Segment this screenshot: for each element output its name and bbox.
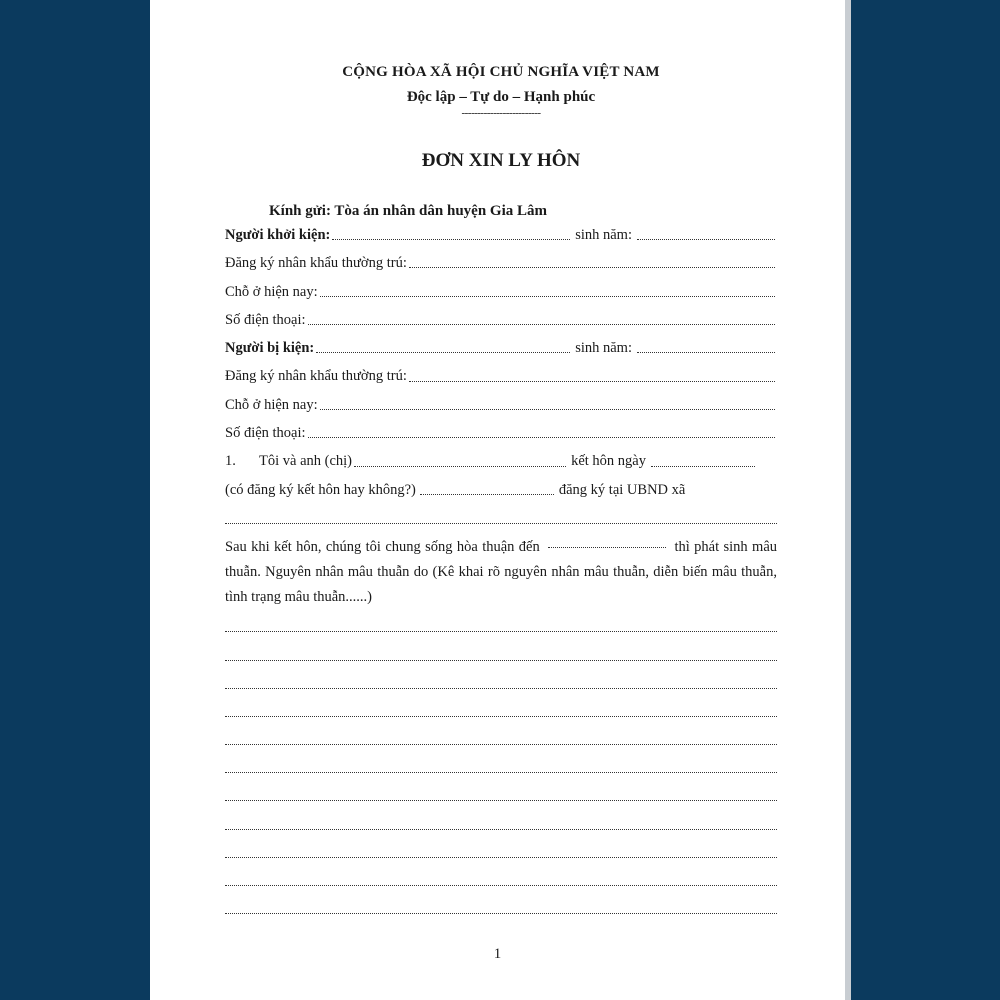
conflict-detail-line[interactable] bbox=[225, 809, 777, 837]
married-date-label: kết hôn ngày bbox=[571, 453, 646, 470]
item-number: 1. bbox=[225, 453, 236, 470]
plaintiff-residence-blank[interactable] bbox=[409, 266, 775, 268]
conflict-detail-line[interactable] bbox=[225, 866, 777, 894]
conflict-paragraph bbox=[225, 535, 777, 610]
plaintiff-name-row bbox=[225, 221, 777, 249]
registration-answer-blank[interactable] bbox=[420, 493, 554, 495]
conflict-detail-line[interactable] bbox=[225, 669, 777, 697]
married-date-blank[interactable] bbox=[651, 465, 755, 467]
conflict-part1: Sau khi kết hôn, chúng tôi chung sống hòa thuận đến bbox=[225, 539, 540, 556]
document-page bbox=[150, 0, 845, 1000]
defendant-address-blank[interactable] bbox=[320, 408, 775, 410]
spouse-name-blank[interactable] bbox=[354, 465, 566, 467]
defendant-label: Người bị kiện: bbox=[225, 340, 315, 357]
defendant-phone-row bbox=[225, 419, 777, 447]
plaintiff-residence-label: Đăng ký nhân khẩu thường trú: bbox=[225, 255, 407, 272]
plaintiff-phone-row bbox=[225, 306, 777, 334]
defendant-name-blank[interactable] bbox=[316, 351, 570, 353]
plaintiff-phone-blank[interactable] bbox=[308, 323, 775, 325]
registration-question: (có đăng ký kết hôn hay không?) bbox=[225, 481, 416, 498]
defendant-name-row bbox=[225, 334, 777, 362]
page-edge-shadow bbox=[845, 0, 851, 1000]
conflict-detail-line[interactable] bbox=[225, 838, 777, 866]
plaintiff-address-blank[interactable] bbox=[320, 295, 775, 297]
national-motto: Độc lập – Tự do – Hạnh phúc bbox=[406, 89, 596, 105]
conflict-detail-line[interactable] bbox=[225, 612, 777, 640]
marriage-text: Tôi và anh (chị) bbox=[259, 453, 353, 470]
plaintiff-name-blank[interactable] bbox=[332, 238, 570, 240]
document-content bbox=[225, 62, 777, 922]
conflict-detail-line[interactable] bbox=[225, 640, 777, 668]
plaintiff-birth-label: sinh năm: bbox=[575, 227, 632, 243]
defendant-address-label: Chỗ ở hiện nay: bbox=[225, 396, 318, 413]
registration-place-blank[interactable] bbox=[225, 504, 777, 532]
defendant-phone-blank[interactable] bbox=[308, 436, 775, 438]
defendant-residence-blank[interactable] bbox=[409, 380, 775, 382]
defendant-birth-blank[interactable] bbox=[637, 351, 775, 353]
conflict-date-blank[interactable] bbox=[548, 546, 666, 548]
registration-row bbox=[225, 476, 777, 504]
conflict-detail-line[interactable] bbox=[225, 725, 777, 753]
conflict-detail-line[interactable] bbox=[225, 697, 777, 725]
defendant-residence-row bbox=[225, 362, 777, 390]
plaintiff-address-row bbox=[225, 278, 777, 306]
conflict-part2: thì phát sinh mâu thuẫn. Nguyên nhân mâu thuẫn do (Kê khai rõ nguyên nhân mâu thuẫn, diễn biến mâu thuẫn, tình trạng mâu thuẫn......) bbox=[225, 539, 778, 606]
marriage-row bbox=[225, 447, 777, 475]
defendant-address-row bbox=[225, 391, 777, 419]
page-number: 1 bbox=[493, 946, 502, 962]
plaintiff-birth-blank[interactable] bbox=[637, 238, 775, 240]
defendant-birth-label: sinh năm: bbox=[575, 340, 632, 357]
defendant-residence-label: Đăng ký nhân khẩu thường trú: bbox=[225, 368, 407, 385]
registration-place-label: đăng ký tại UBND xã bbox=[558, 481, 686, 498]
conflict-detail-line[interactable] bbox=[225, 781, 777, 809]
document-title: ĐƠN XIN LY HÔN bbox=[421, 150, 581, 171]
conflict-detail-line[interactable] bbox=[225, 753, 777, 781]
plaintiff-phone-label: Số điện thoại: bbox=[225, 311, 306, 328]
plaintiff-label: Người khởi kiện: bbox=[225, 227, 331, 243]
national-header: CỘNG HÒA XÃ HỘI CHỦ NGHĨA VIỆT NAM bbox=[342, 64, 660, 80]
plaintiff-address-label: Chỗ ở hiện nay: bbox=[225, 283, 318, 300]
recipient-line: Kính gửi: Tòa án nhân dân huyện Gia Lâm bbox=[269, 203, 547, 219]
conflict-detail-line[interactable] bbox=[225, 894, 777, 922]
defendant-phone-label: Số điện thoại: bbox=[225, 425, 306, 442]
header-rule: ------------------------- bbox=[461, 107, 541, 119]
plaintiff-residence-row bbox=[225, 249, 777, 277]
